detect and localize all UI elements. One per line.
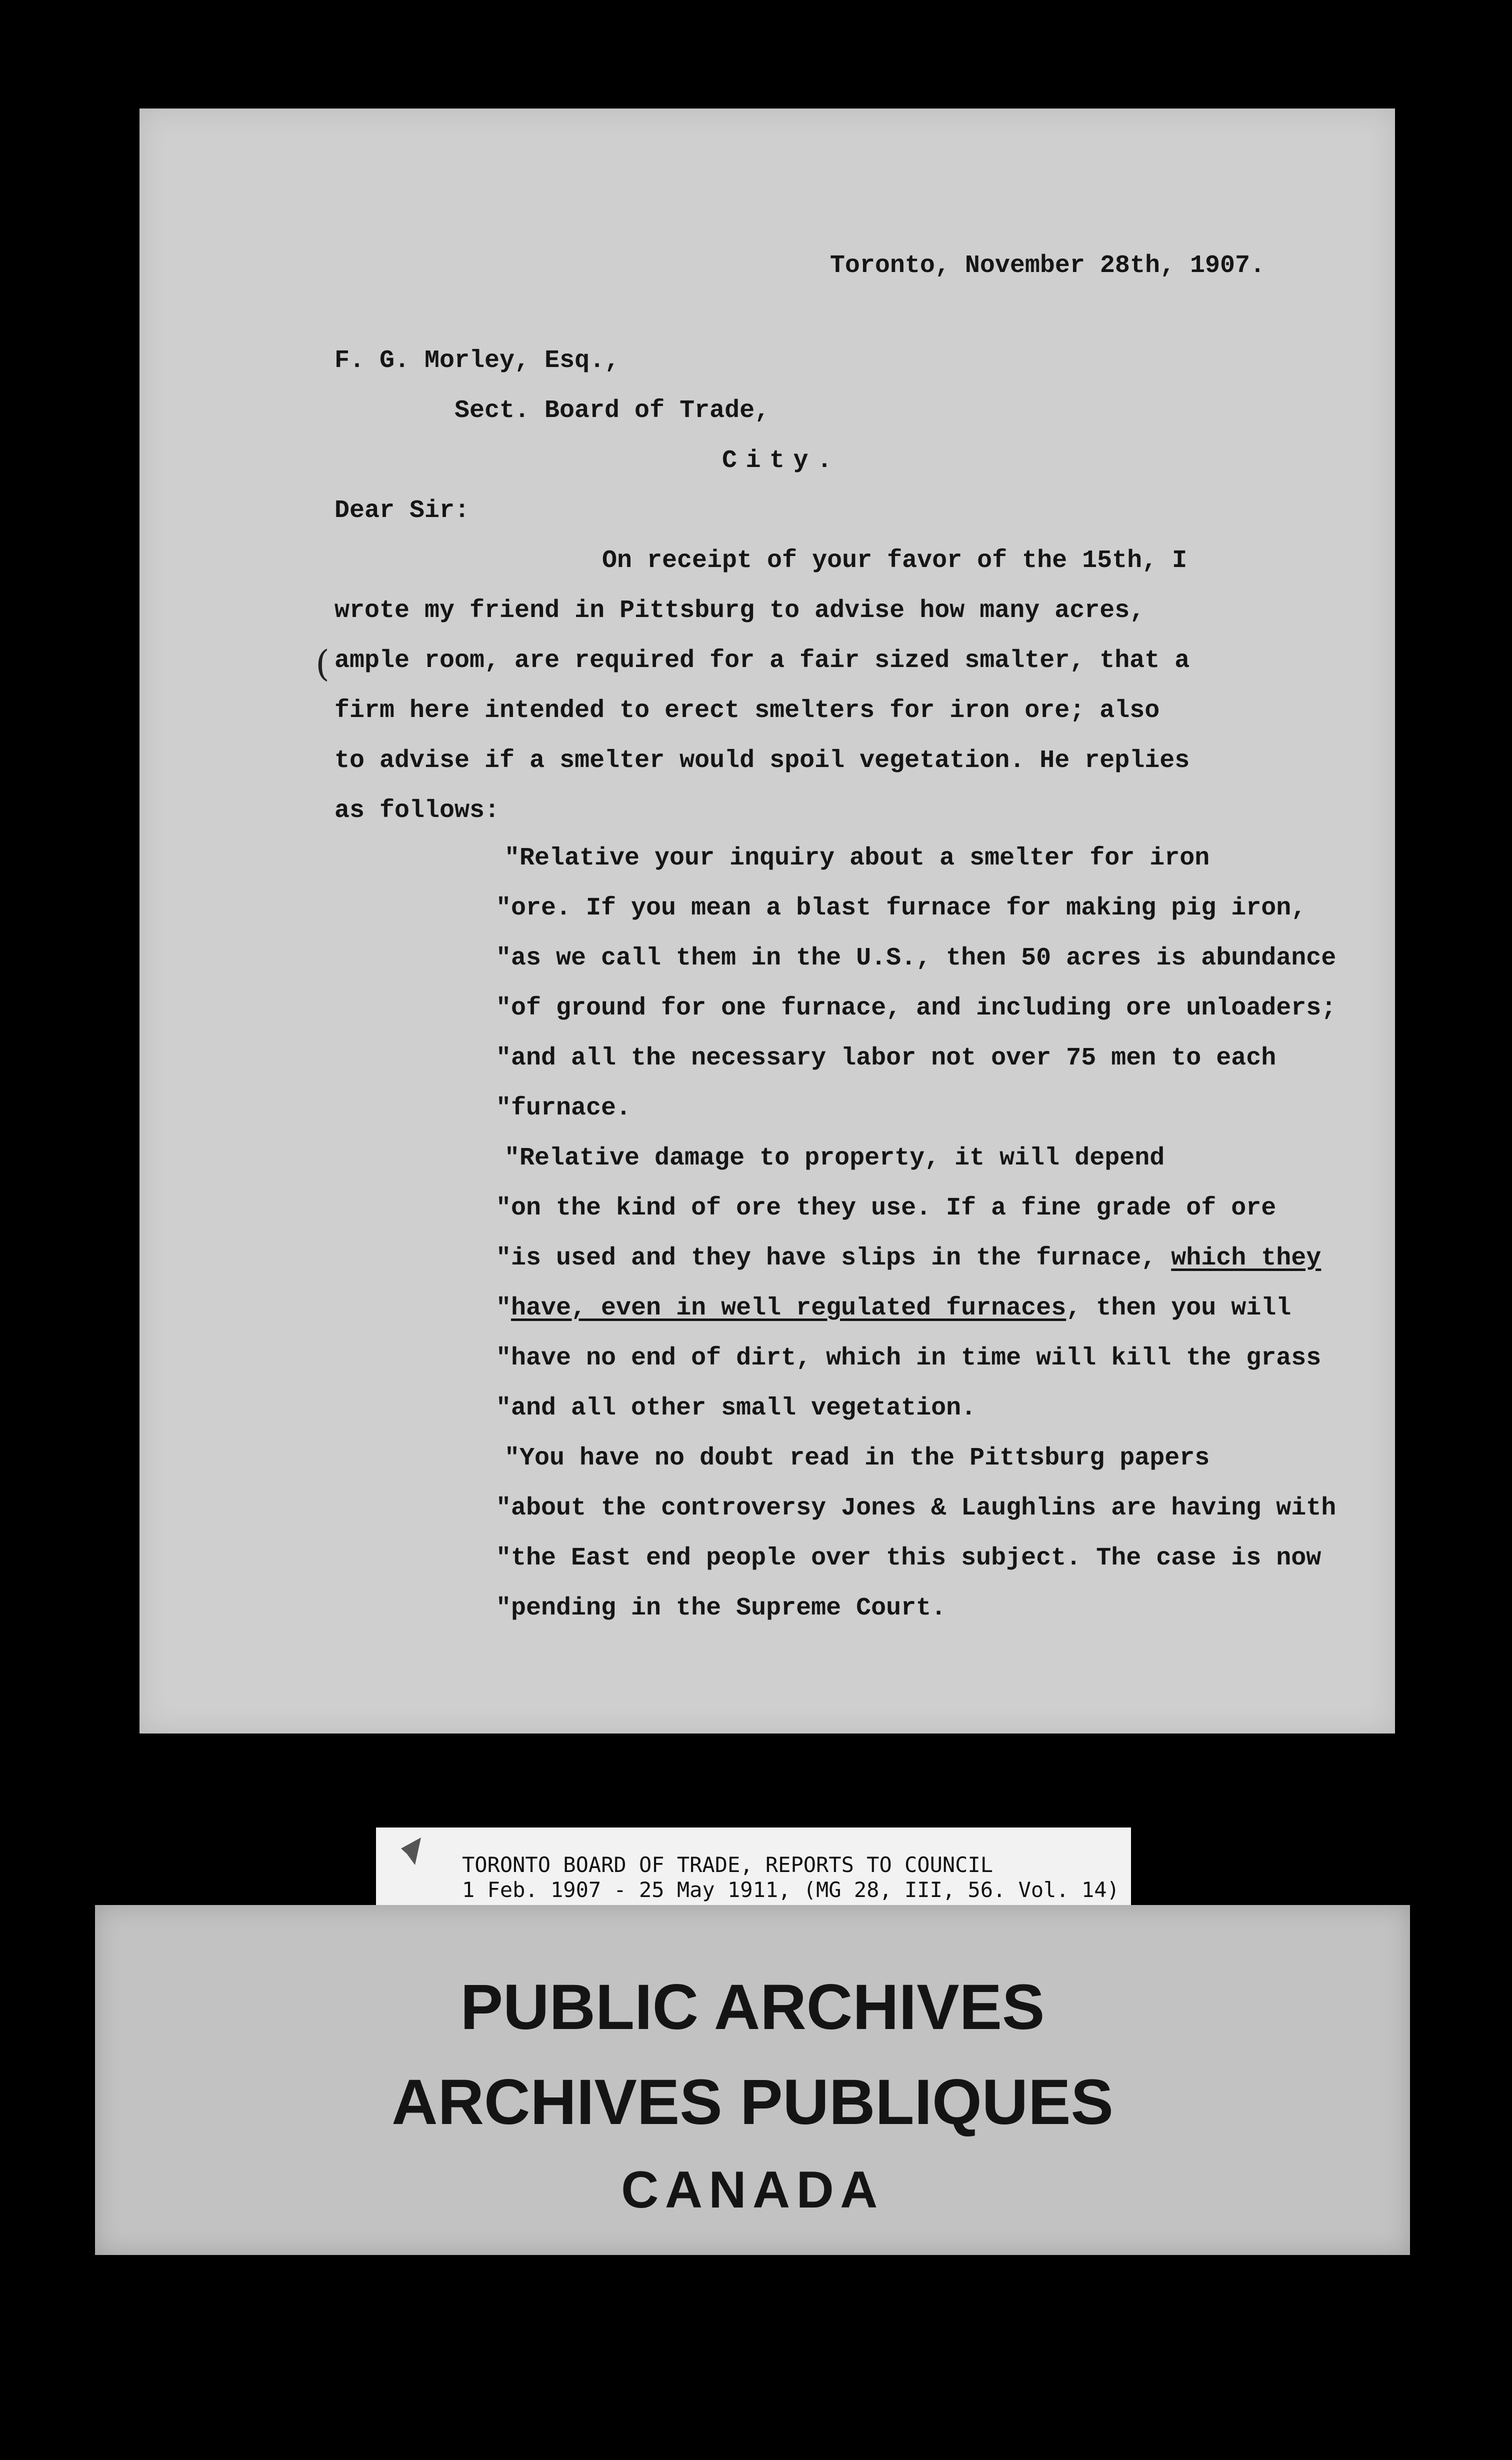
- quote-line: "ore. If you mean a blast furnace for making pig iron,: [496, 894, 1306, 922]
- body-line: as follows:: [334, 796, 500, 825]
- quote-line: [496, 1244, 1321, 1274]
- underlined-text: have, even in well regulated furnaces: [511, 1294, 1066, 1322]
- quote-text: , then you will: [1066, 1294, 1292, 1322]
- quote-text: ": [496, 1294, 512, 1322]
- quote-text: "is used and they have slips in the furnace,: [496, 1244, 1172, 1272]
- catalog-label-reference: 1 Feb. 1907 - 25 May 1911, (MG 28, III, 56. Vol. 14): [462, 1878, 1120, 1902]
- quote-line: "and all other small vegetation.: [496, 1394, 976, 1422]
- recipient-title: Sect. Board of Trade,: [454, 396, 770, 425]
- quote-line: "the East end people over this subject. The case is now: [496, 1544, 1322, 1572]
- letter-page: [140, 108, 1395, 1734]
- letter-date: Toronto, November 28th, 1907.: [830, 252, 1265, 280]
- underlined-text: which they: [1171, 1244, 1322, 1272]
- quote-line: "furnace.: [496, 1094, 632, 1122]
- recipient-city: City.: [722, 446, 841, 475]
- body-line: wrote my friend in Pittsburg to advise how many acres,: [334, 596, 1145, 625]
- body-line: ample room, are required for a fair sized smalter, that a: [334, 646, 1190, 675]
- quote-line: [496, 1294, 1291, 1324]
- tape-icon: [401, 1838, 421, 1865]
- quote-line: "have no end of dirt, which in time will kill the grass: [496, 1344, 1322, 1372]
- quote-line: "about the controversy Jones & Laughlins are having with: [496, 1494, 1336, 1522]
- quote-line: "You have no doubt read in the Pittsburg papers: [504, 1444, 1210, 1472]
- catalog-label: [376, 1828, 1131, 1915]
- recipient-name: F. G. Morley, Esq.,: [334, 346, 620, 375]
- quote-line: "and all the necessary labor not over 75 men to each: [496, 1044, 1276, 1072]
- salutation: Dear Sir:: [334, 496, 470, 525]
- handwritten-bracket: (: [316, 642, 330, 684]
- body-line: to advise if a smelter would spoil vegetation. He replies: [334, 746, 1190, 775]
- body-line: On receipt of your favor of the 15th, I: [602, 546, 1188, 575]
- quote-line: "Relative damage to property, it will depend: [504, 1144, 1165, 1172]
- quote-line: "as we call them in the U.S., then 50 acres is abundance: [496, 944, 1336, 972]
- quote-line: "on the kind of ore they use. If a fine grade of ore: [496, 1194, 1276, 1222]
- quote-line: "of ground for one furnace, and including ore unloaders;: [496, 994, 1336, 1022]
- archive-stamp-country: CANADA: [621, 2161, 884, 2219]
- archive-stamp-french: ARCHIVES PUBLIQUES: [392, 2066, 1114, 2138]
- catalog-label-title: TORONTO BOARD OF TRADE, REPORTS TO COUNCIL: [462, 1852, 994, 1877]
- quote-line: "pending in the Supreme Court.: [496, 1594, 946, 1622]
- body-line: firm here intended to erect smelters for iron ore; also: [334, 696, 1160, 725]
- archive-stamp: [95, 1905, 1410, 2255]
- archive-stamp-english: PUBLIC ARCHIVES: [460, 1972, 1045, 2043]
- quote-line: "Relative your inquiry about a smelter for iron: [504, 844, 1210, 872]
